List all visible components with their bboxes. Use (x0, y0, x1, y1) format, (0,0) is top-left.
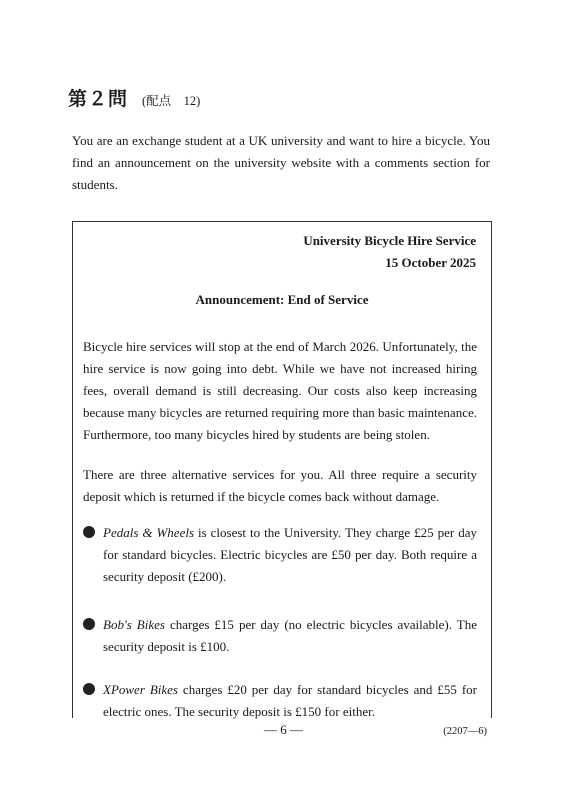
intro-paragraph: You are an exchange student at a UK university and want to hire a bicycle. You find an announcement on the university website with a comments section for students. (72, 133, 490, 192)
question-points: (配点 12) (142, 94, 201, 108)
shop-description: is closest to the University. They charge £25 per day for standard bicycles. Electric bicycles are £50 per day. Both require a security deposit (£200). (103, 525, 477, 584)
shop-name: Bob's Bikes (103, 617, 165, 632)
list-item (83, 614, 477, 658)
service-name: University Bicycle Hire Service (303, 233, 476, 248)
shop-description: charges £15 per day (no electric bicycles available). The security deposit is £100. (103, 617, 477, 654)
shop-name: XPower Bikes (103, 682, 178, 697)
question-heading (68, 84, 200, 111)
bullet-icon (83, 618, 95, 630)
question-title: 第２問 (68, 88, 129, 110)
announcement-box (72, 221, 492, 718)
announcement-header (303, 230, 476, 274)
announcement-paragraph-2: There are three alternative services for you. All three require a security deposit which is returned if the bicycle comes back without damage. (83, 467, 477, 504)
page-number: — 6 — (264, 722, 303, 737)
announcement-paragraph-1: Bicycle hire services will stop at the end of March 2026. Unfortunately, the hire service is now going into debt. While we have not increased hiring fees, overall demand is still decreasing. Our costs also keep increasing because many bicycles are returned requiring more than basic maintenance. Furthermore, too many bicycles hired by students are being stolen. (83, 339, 477, 442)
shop-description: charges £20 per day for standard bicycles and £55 for electric ones. The security deposit is £150 for either. (103, 682, 477, 719)
bullet-icon (83, 526, 95, 538)
bullet-icon (83, 683, 95, 695)
list-item (83, 679, 477, 723)
announcement-title: Announcement: End of Service (195, 292, 369, 307)
shop-name: Pedals & Wheels (103, 525, 195, 540)
page-code: (2207—6) (443, 726, 487, 737)
announcement-date: 15 October 2025 (385, 255, 476, 270)
list-item (83, 522, 477, 588)
